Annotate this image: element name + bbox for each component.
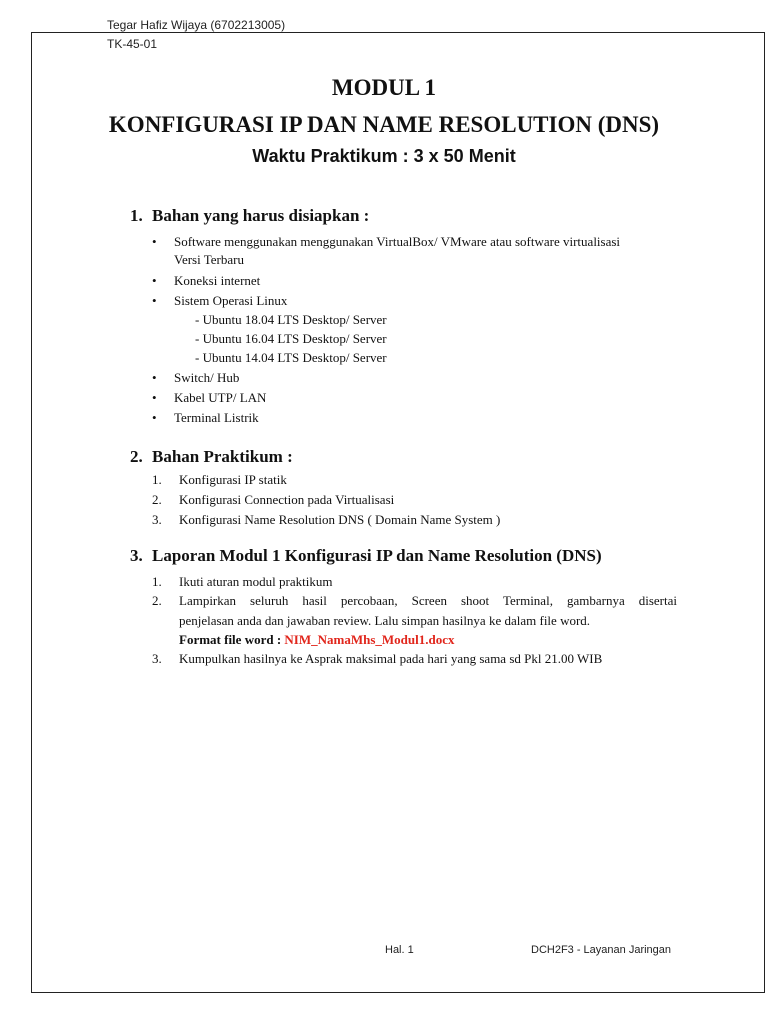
bullet-icon: • (152, 234, 157, 249)
list-item-text: Kabel UTP/ LAN (174, 390, 267, 405)
file-format-label: Format file word : (179, 632, 285, 647)
sub-list-item: - Ubuntu 16.04 LTS Desktop/ Server (195, 331, 387, 346)
bullet-icon: • (152, 293, 157, 308)
item-number: 1. (152, 472, 162, 487)
item-number: 1. (152, 574, 162, 589)
bullet-icon: • (152, 370, 157, 385)
header-class: TK-45-01 (107, 37, 158, 51)
item-text: penjelasan anda dan jawaban review. Lalu simpan hasilnya ke dalam file word. (179, 613, 591, 628)
section-title: Bahan yang harus disiapkan : (152, 206, 370, 225)
bullet-icon: • (152, 410, 157, 425)
item-number: 3. (152, 512, 162, 527)
item-number: 2. (152, 593, 162, 608)
section-heading-report (130, 546, 602, 566)
section-title: Laporan Modul 1 Konfigurasi IP dan Name Resolution (DNS) (152, 546, 602, 565)
list-item-text: Software menggunakan menggunakan VirtualBox/ VMware atau software virtualisasi (174, 234, 621, 249)
document-title: KONFIGURASI IP DAN NAME RESOLUTION (DNS) (108, 112, 660, 137)
item-number: 3. (152, 651, 162, 666)
section-number: 3. (130, 546, 143, 565)
header-author: Tegar Hafiz Wijaya (6702213005) (107, 18, 286, 32)
item-text: Konfigurasi IP statik (179, 472, 287, 487)
module-title: MODUL 1 (331, 75, 437, 100)
course-name: DCH2F3 - Layanan Jaringan (531, 944, 672, 956)
list-item-text: Versi Terbaru (174, 252, 244, 267)
list-item-text: Sistem Operasi Linux (174, 293, 288, 308)
bullet-icon: • (152, 273, 157, 288)
section-number: 2. (130, 447, 143, 466)
item-number: 2. (152, 492, 162, 507)
bullet-icon: • (152, 390, 157, 405)
item-text: Kumpulkan hasilnya ke Asprak maksimal pada hari yang sama sd Pkl 21.00 WIB (179, 651, 603, 666)
section-title: Bahan Praktikum : (152, 447, 293, 466)
list-item-text: Switch/ Hub (174, 370, 240, 385)
item-text: Ikuti aturan modul praktikum (179, 574, 333, 589)
item-text: Konfigurasi Connection pada Virtualisasi (179, 492, 395, 507)
page-number: Hal. 1 (385, 944, 414, 956)
file-format-value: NIM_NamaMhs_Modul1.docx (284, 632, 455, 647)
practice-duration: Waktu Praktikum : 3 x 50 Menit (252, 146, 516, 166)
section-heading-materials (130, 206, 369, 226)
sub-list-item: - Ubuntu 18.04 LTS Desktop/ Server (195, 312, 387, 327)
section-number: 1. (130, 206, 143, 225)
list-item-text: Koneksi internet (174, 273, 261, 288)
section-heading-practice (130, 447, 293, 467)
item-text: Konfigurasi Name Resolution DNS ( Domain Name System ) (179, 512, 501, 527)
item-text: Lampirkan seluruh hasil percobaan, Screen shoot Terminal, gambarnya disertai (179, 593, 677, 608)
sub-list-item: - Ubuntu 14.04 LTS Desktop/ Server (195, 350, 387, 365)
list-item-text: Terminal Listrik (174, 410, 259, 425)
